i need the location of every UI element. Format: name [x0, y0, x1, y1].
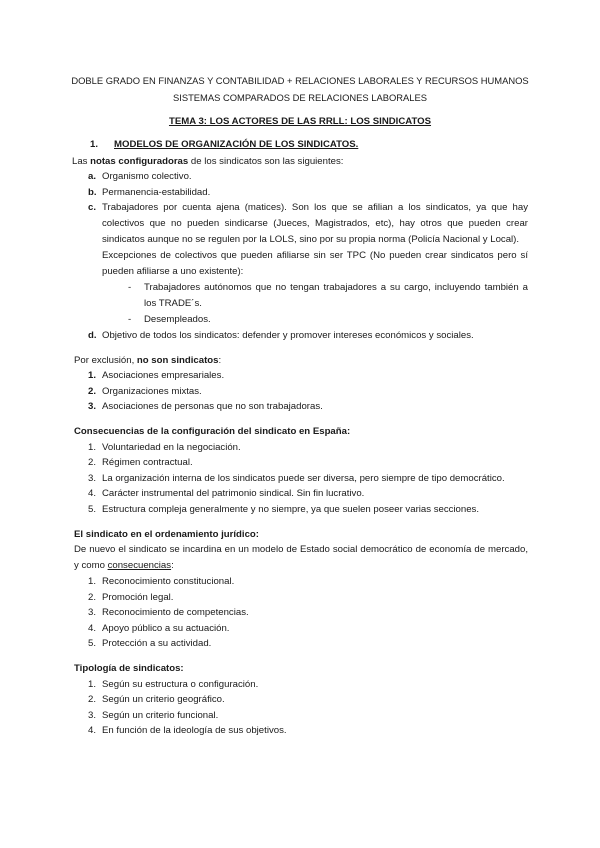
list-item	[74, 605, 528, 621]
list-marker: a.	[88, 171, 97, 183]
exclusion-intro	[74, 353, 528, 369]
list-item	[74, 708, 528, 724]
list-item-text: Reconocimiento constitucional.	[102, 576, 235, 588]
list-item-text: En función de la ideología de sus objetivos.	[102, 725, 287, 737]
document-header	[40, 72, 560, 106]
list-item	[74, 590, 528, 606]
typology-heading: Tipología de sindicatos:	[74, 663, 184, 675]
dash-marker: -	[128, 282, 132, 294]
list-marker: 1.	[88, 441, 97, 453]
topic-title: TEMA 3: LOS ACTORES DE LAS RRLL: LOS SINDICATOS	[168, 116, 432, 127]
dash-item-text: Trabajadores autónomos que no tengan trabajadores a su cargo, incluyendo también a los TRADE´s.	[144, 282, 528, 310]
dash-item-text: Desempleados.	[144, 314, 211, 326]
list-marker: 2.	[88, 591, 97, 603]
section-heading	[74, 137, 528, 153]
list-marker: 1.	[88, 370, 97, 382]
exclusion-post: :	[218, 354, 222, 366]
list-item	[74, 502, 528, 518]
legal-pre: De nuevo el sindicato se incardina en un modelo de Estado social democrático de economía de mercado, y como	[74, 544, 528, 572]
list-item	[74, 185, 528, 201]
list-item	[74, 692, 528, 708]
exclusion-pre: Por exclusión,	[74, 354, 137, 366]
consequences-heading: Consecuencias de la configuración del sindicato en España:	[74, 425, 351, 437]
list-item-text: Régimen contractual.	[102, 457, 193, 469]
list-item-text: Promoción legal.	[102, 591, 174, 603]
list-item-text: Estructura compleja generalmente y no siempre, ya que suelen poseer varias secciones.	[102, 503, 480, 515]
list-marker: d.	[88, 329, 97, 341]
legal-underlined: consecuencias	[107, 560, 172, 572]
list-item-text: Según un criterio geográfico.	[102, 694, 225, 706]
list-item-text: Voluntariedad en la negociación.	[102, 441, 241, 453]
list-item-text: Carácter instrumental del patrimonio sindical. Sin fin lucrativo.	[102, 488, 365, 500]
list-marker: 5.	[88, 503, 97, 515]
list-item	[74, 574, 528, 590]
list-marker: 4.	[88, 622, 97, 634]
exceptions-text: Excepciones de colectivos que pueden afiliarse sin ser TPC (No pueden crear sindicatos pero sí pueden afiliarse a uno existente):	[102, 250, 528, 278]
list-marker: 5.	[88, 638, 97, 650]
list-item	[74, 471, 528, 487]
list-marker: 4.	[88, 488, 97, 500]
list-item	[74, 384, 528, 400]
list-item-text: Organizaciones mixtas.	[102, 385, 202, 397]
intro-post: de los sindicatos son las siguientes:	[188, 155, 344, 167]
legal-post: :	[171, 560, 174, 572]
section-number: 1.	[90, 139, 99, 150]
list-marker: 4.	[88, 725, 97, 737]
list-marker: b.	[88, 186, 97, 198]
list-marker: 1.	[88, 678, 97, 690]
list-item-text: Asociaciones de personas que no son trabajadoras.	[102, 401, 323, 413]
legal-paragraph	[74, 542, 528, 574]
dash-item	[74, 312, 528, 328]
section-heading-text: MODELOS DE ORGANIZACIÓN DE LOS SINDICATOS.	[114, 139, 359, 150]
list-item	[74, 723, 528, 739]
list-item-text: Trabajadores por cuenta ajena (matices). Son los que se afilian a los sindicatos, ya que hay colectivos que no pueden sindicarse (Jueces, Magistrados, etc), hay otros que pueden crear sindicatos aunque no se regulen por la LOLS, sino por su propia norma (Policía Nacional y Local).	[102, 202, 528, 246]
exclusion-bold: no son sindicatos	[136, 354, 219, 366]
list-item-text: Según su estructura o configuración.	[102, 678, 259, 690]
dash-marker: -	[128, 314, 132, 326]
intro-bold: notas configuradoras	[90, 155, 189, 167]
document-body	[74, 137, 528, 739]
exceptions-paragraph	[74, 248, 528, 280]
legal-heading: El sindicato en el ordenamiento jurídico:	[74, 528, 259, 540]
list-item	[74, 200, 528, 248]
list-item-text: Apoyo público a su actuación.	[102, 622, 230, 634]
list-item	[74, 636, 528, 652]
list-item-text: Organismo colectivo.	[102, 171, 192, 183]
list-marker: 1.	[88, 576, 97, 588]
list-marker: 2.	[88, 457, 97, 469]
list-item-text: Protección a su actividad.	[102, 638, 212, 650]
list-item-text: La organización interna de los sindicatos puede ser diversa, pero siempre de tipo democrático.	[102, 472, 505, 484]
list-marker: 3.	[88, 607, 97, 619]
list-item-text: Permanencia-estabilidad.	[102, 186, 211, 198]
list-marker: 2.	[88, 694, 97, 706]
dash-item	[74, 280, 528, 312]
list-item	[74, 621, 528, 637]
list-item	[74, 399, 528, 415]
list-marker: c.	[88, 202, 97, 214]
list-item	[74, 455, 528, 471]
degree-title: DOBLE GRADO EN FINANZAS Y CONTABILIDAD + RELACIONES LABORALES Y RECURSOS HUMANOS	[71, 75, 529, 86]
list-item	[74, 677, 528, 693]
list-item	[74, 368, 528, 384]
list-item	[74, 440, 528, 456]
list-item-text: Reconocimiento de competencias.	[102, 607, 249, 619]
list-item	[74, 486, 528, 502]
list-item-text: Según un criterio funcional.	[102, 709, 219, 721]
list-item	[74, 169, 528, 185]
list-marker: 3.	[88, 401, 97, 413]
list-marker: 3.	[88, 709, 97, 721]
intro-paragraph	[72, 154, 528, 170]
list-item-text: Objetivo de todos los sindicatos: defender y promover intereses económicos y sociales.	[102, 329, 474, 341]
list-item	[74, 328, 528, 344]
course-title: SISTEMAS COMPARADOS DE RELACIONES LABORALES	[172, 92, 428, 103]
list-item-text: Asociaciones empresariales.	[102, 370, 225, 382]
intro-pre: Las	[72, 155, 91, 167]
list-marker: 2.	[88, 385, 97, 397]
list-marker: 3.	[88, 472, 97, 484]
